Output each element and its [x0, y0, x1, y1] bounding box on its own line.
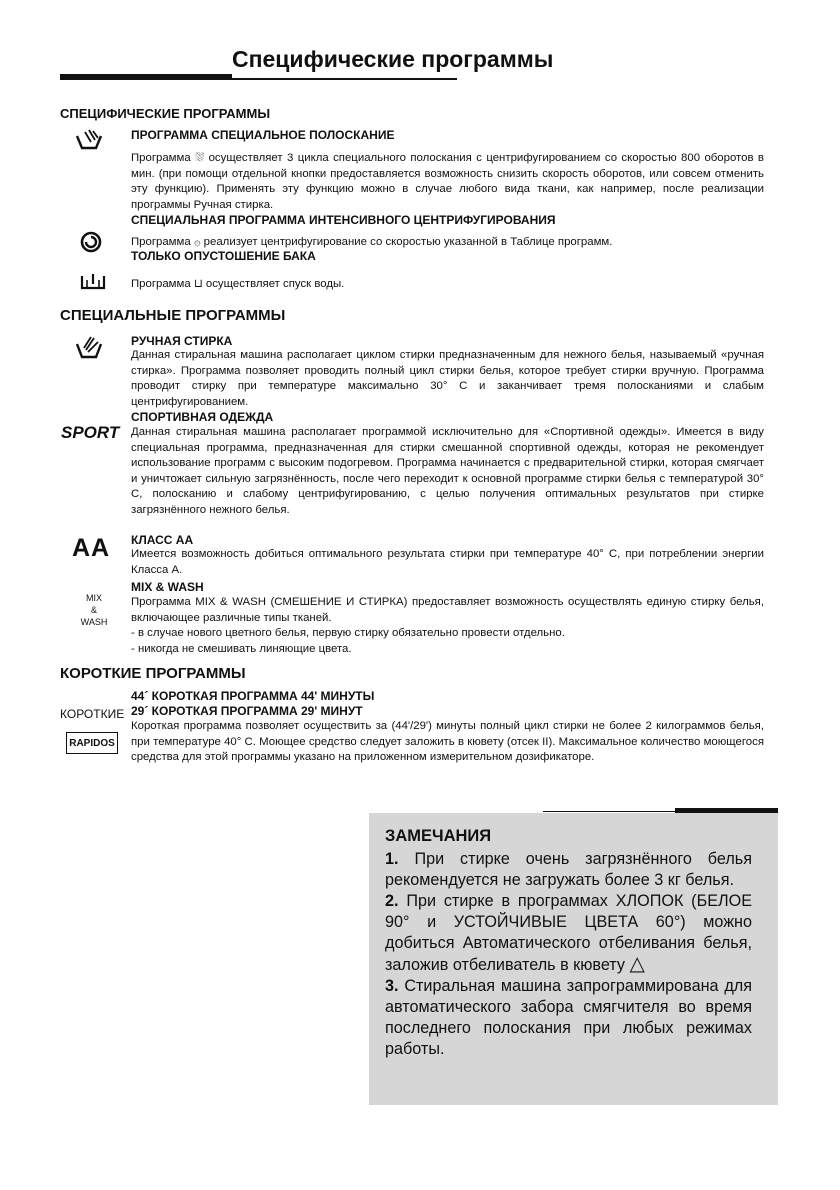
notes-content	[385, 826, 752, 1060]
short-29-title: 29´ КОРОТКАЯ ПРОГРАММА 29' МИНУТ	[131, 704, 363, 718]
section-special-heading: СПЕЦИАЛЬНЫЕ ПРОГРАММЫ	[60, 307, 286, 324]
sport-title: СПОРТИВНАЯ ОДЕЖДА	[131, 410, 274, 424]
rinse-text: Программа ⛆ осуществляет 3 цикла специального полоскания с центрифугированием со скоростью 800 оборотов в мин. (при помощи отдельной кнопки предоставляется возможность снизить скорость оборотов, или совсем отменить эту функцию). Применять эту функцию можно в случае любого вида ткани, как например, после реализации программы Ручная стирка.	[131, 152, 764, 211]
spin-title: СПЕЦИАЛЬНАЯ ПРОГРАММА ИНТЕНСИВНОГО ЦЕНТРИФУГИРОВАНИЯ	[131, 213, 556, 227]
note-2-text: При стирке в программах ХЛОПОК (БЕЛОЕ 90° и УСТОЙЧИВЫЕ ЦВЕТА 60°) можно добиться Автоматического отбеливания белья, заложив отбеливатель в кювету	[385, 892, 752, 974]
note-2-num: 2.	[385, 892, 399, 910]
note-3	[385, 976, 752, 1060]
note-2	[385, 891, 752, 976]
drain-title: ТОЛЬКО ОПУСТОШЕНИЕ БАКА	[131, 249, 316, 263]
sport-icon: SPORT	[61, 423, 120, 442]
notes-rule-thin	[543, 811, 675, 812]
mix-icon-line1: MIX	[85, 593, 102, 603]
mix-icon-line2: &	[90, 605, 97, 615]
section-short-heading: КОРОТКИЕ ПРОГРАММЫ	[60, 665, 246, 682]
title-rule-thick	[60, 74, 232, 80]
note-3-num: 3.	[385, 977, 399, 995]
note-3-text: Стиральная машина запрограммирована для автоматического забора смягчителя во время последнего полоскания при любых режимах работы.	[385, 977, 753, 1058]
note-1-text: При стирке очень загрязнённого белья рекомендуется не загружать более 3 кг белья.	[385, 850, 753, 889]
rinse-title: ПРОГРАММА СПЕЦИАЛЬНОЕ ПОЛОСКАНИЕ	[131, 128, 395, 142]
rapidos-badge: RAPIDOS	[66, 732, 118, 754]
mix-wash-note1: - в случае нового цветного белья, первую стирку обязательно провести отдельно.	[131, 627, 565, 639]
mix-wash-text: Программа MIX & WASH (СМЕШЕНИЕ И СТИРКА) предоставляет возможность осуществлять единую стирку белья, включающее различные типы тканей.	[131, 596, 764, 624]
short-text: Короткая программа позволяет осуществить за (44'/29') минуты полный цикл стирки не более 2 килограммов белья, при температуре 40° С. Моющее средство следует заложить в кювету (отсек II). Максимальное количество моющегося средства для этой программы указано на приложенном измерительном дозификаторе.	[131, 720, 764, 763]
handwash-icon	[74, 334, 104, 360]
drain-text: Программа ⊔ осуществляет спуск воды.	[131, 278, 345, 290]
bleach-triangle-icon: △	[629, 953, 645, 975]
short-44-title: 44´ КОРОТКАЯ ПРОГРАММА 44' МИНУТЫ	[131, 689, 375, 703]
note-1	[385, 849, 752, 891]
class-aa-text: Имеется возможность добиться оптимального результата стирки при температуре 40° С, при потреблении энергии Класса А.	[131, 548, 764, 576]
note-1-num: 1.	[385, 850, 399, 868]
class-aa-icon: AA	[72, 534, 111, 562]
sport-text: Данная стиральная машина располагает программой исключительно для «Спортивной одежды». Имеется в виду специальная программа, предназначенная для стирки смешанной спортивной одежды, которая не рекомендует использование программ с высоким подогревом. Программа начинается с предварительной стирки, которая смягчает и уничтожает сильную загрязнённость, после чего переходит к основной программе стирки белья с температурой 30° С, полосканию и слабому центрифугированию, с целью получения оптимальных результатов при стирке загрязнённого нежного белья.	[131, 426, 764, 516]
drain-icon	[80, 272, 106, 290]
mix-icon-line3: WASH	[80, 617, 108, 627]
handwash-text: Данная стиральная машина располагает циклом стирки предназначенным для нежного белья, называемый «ручная стирка». Программа позволяет проводить полный цикл стирки белья, которое требует стирки вручную. Программа проводит стирку при температуре максимально 30° С и заканчивает тремя полосканиями и слабым центрифугированием.	[131, 349, 764, 408]
mix-wash-note2: - никогда не смешивать линяющие цвета.	[131, 643, 352, 655]
section-specific-heading: СПЕЦИФИЧЕСКИЕ ПРОГРАММЫ	[60, 106, 271, 121]
handwash-title: РУЧНАЯ СТИРКА	[131, 334, 233, 348]
spin-text: Программа ۞ реализует центрифугирование со скоростью указанной в Таблице программ.	[131, 236, 613, 248]
mix-wash-title: MIX & WASH	[131, 580, 204, 594]
notes-title: ЗАМЕЧАНИЯ	[385, 827, 492, 845]
short-icon-label: КОРОТКИЕ	[60, 707, 125, 721]
class-aa-title: КЛАСС АА	[131, 533, 194, 547]
title-rule-thin	[232, 78, 457, 80]
mix-wash-icon	[72, 592, 116, 628]
spin-icon	[80, 231, 102, 253]
rinse-icon	[74, 128, 104, 152]
page-title: Специфические программы	[232, 46, 554, 72]
